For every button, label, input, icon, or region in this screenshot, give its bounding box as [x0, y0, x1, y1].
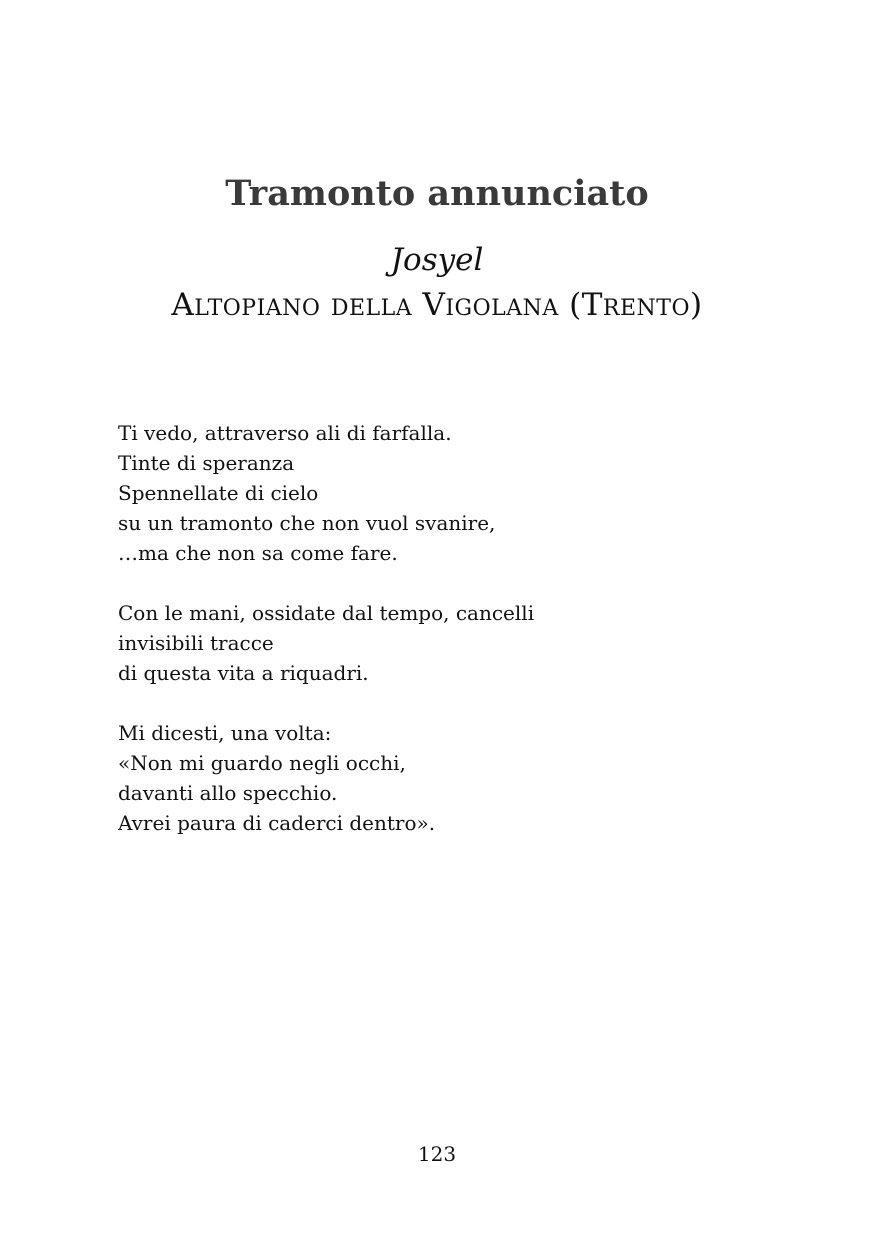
poem-title: Tramonto annunciato	[225, 173, 649, 214]
stanza-3	[118, 718, 818, 838]
poem-line: «Non mi guardo negli occhi,	[118, 751, 406, 775]
author-name: Josyel	[390, 242, 484, 278]
poem-line: di questa vita a riquadri.	[118, 661, 369, 685]
poem-line: Tinte di speranza	[118, 451, 295, 475]
page-number: 123	[417, 1142, 457, 1166]
poem-line: Spennellate di cielo	[118, 481, 319, 505]
poem-line: davanti allo specchio.	[118, 781, 338, 805]
stanza-2	[118, 598, 818, 688]
poem-line: Con le mani, ossidate dal tempo, cancelli	[118, 601, 535, 625]
stanza-1	[118, 418, 818, 568]
author-location: Altopiano della Vigolana (Trento)	[171, 287, 703, 323]
poem-line: …ma che non sa come fare.	[118, 541, 398, 565]
poem-line: Ti vedo, attraverso ali di farfalla.	[118, 421, 452, 445]
poem-line: Avrei paura di caderci dentro».	[118, 811, 436, 835]
poem-line: Mi dicesti, una volta:	[118, 721, 332, 745]
poem-line: su un tramonto che non vuol svanire,	[118, 511, 496, 535]
poem-line: invisibili tracce	[118, 631, 274, 655]
poem-body	[118, 418, 818, 868]
